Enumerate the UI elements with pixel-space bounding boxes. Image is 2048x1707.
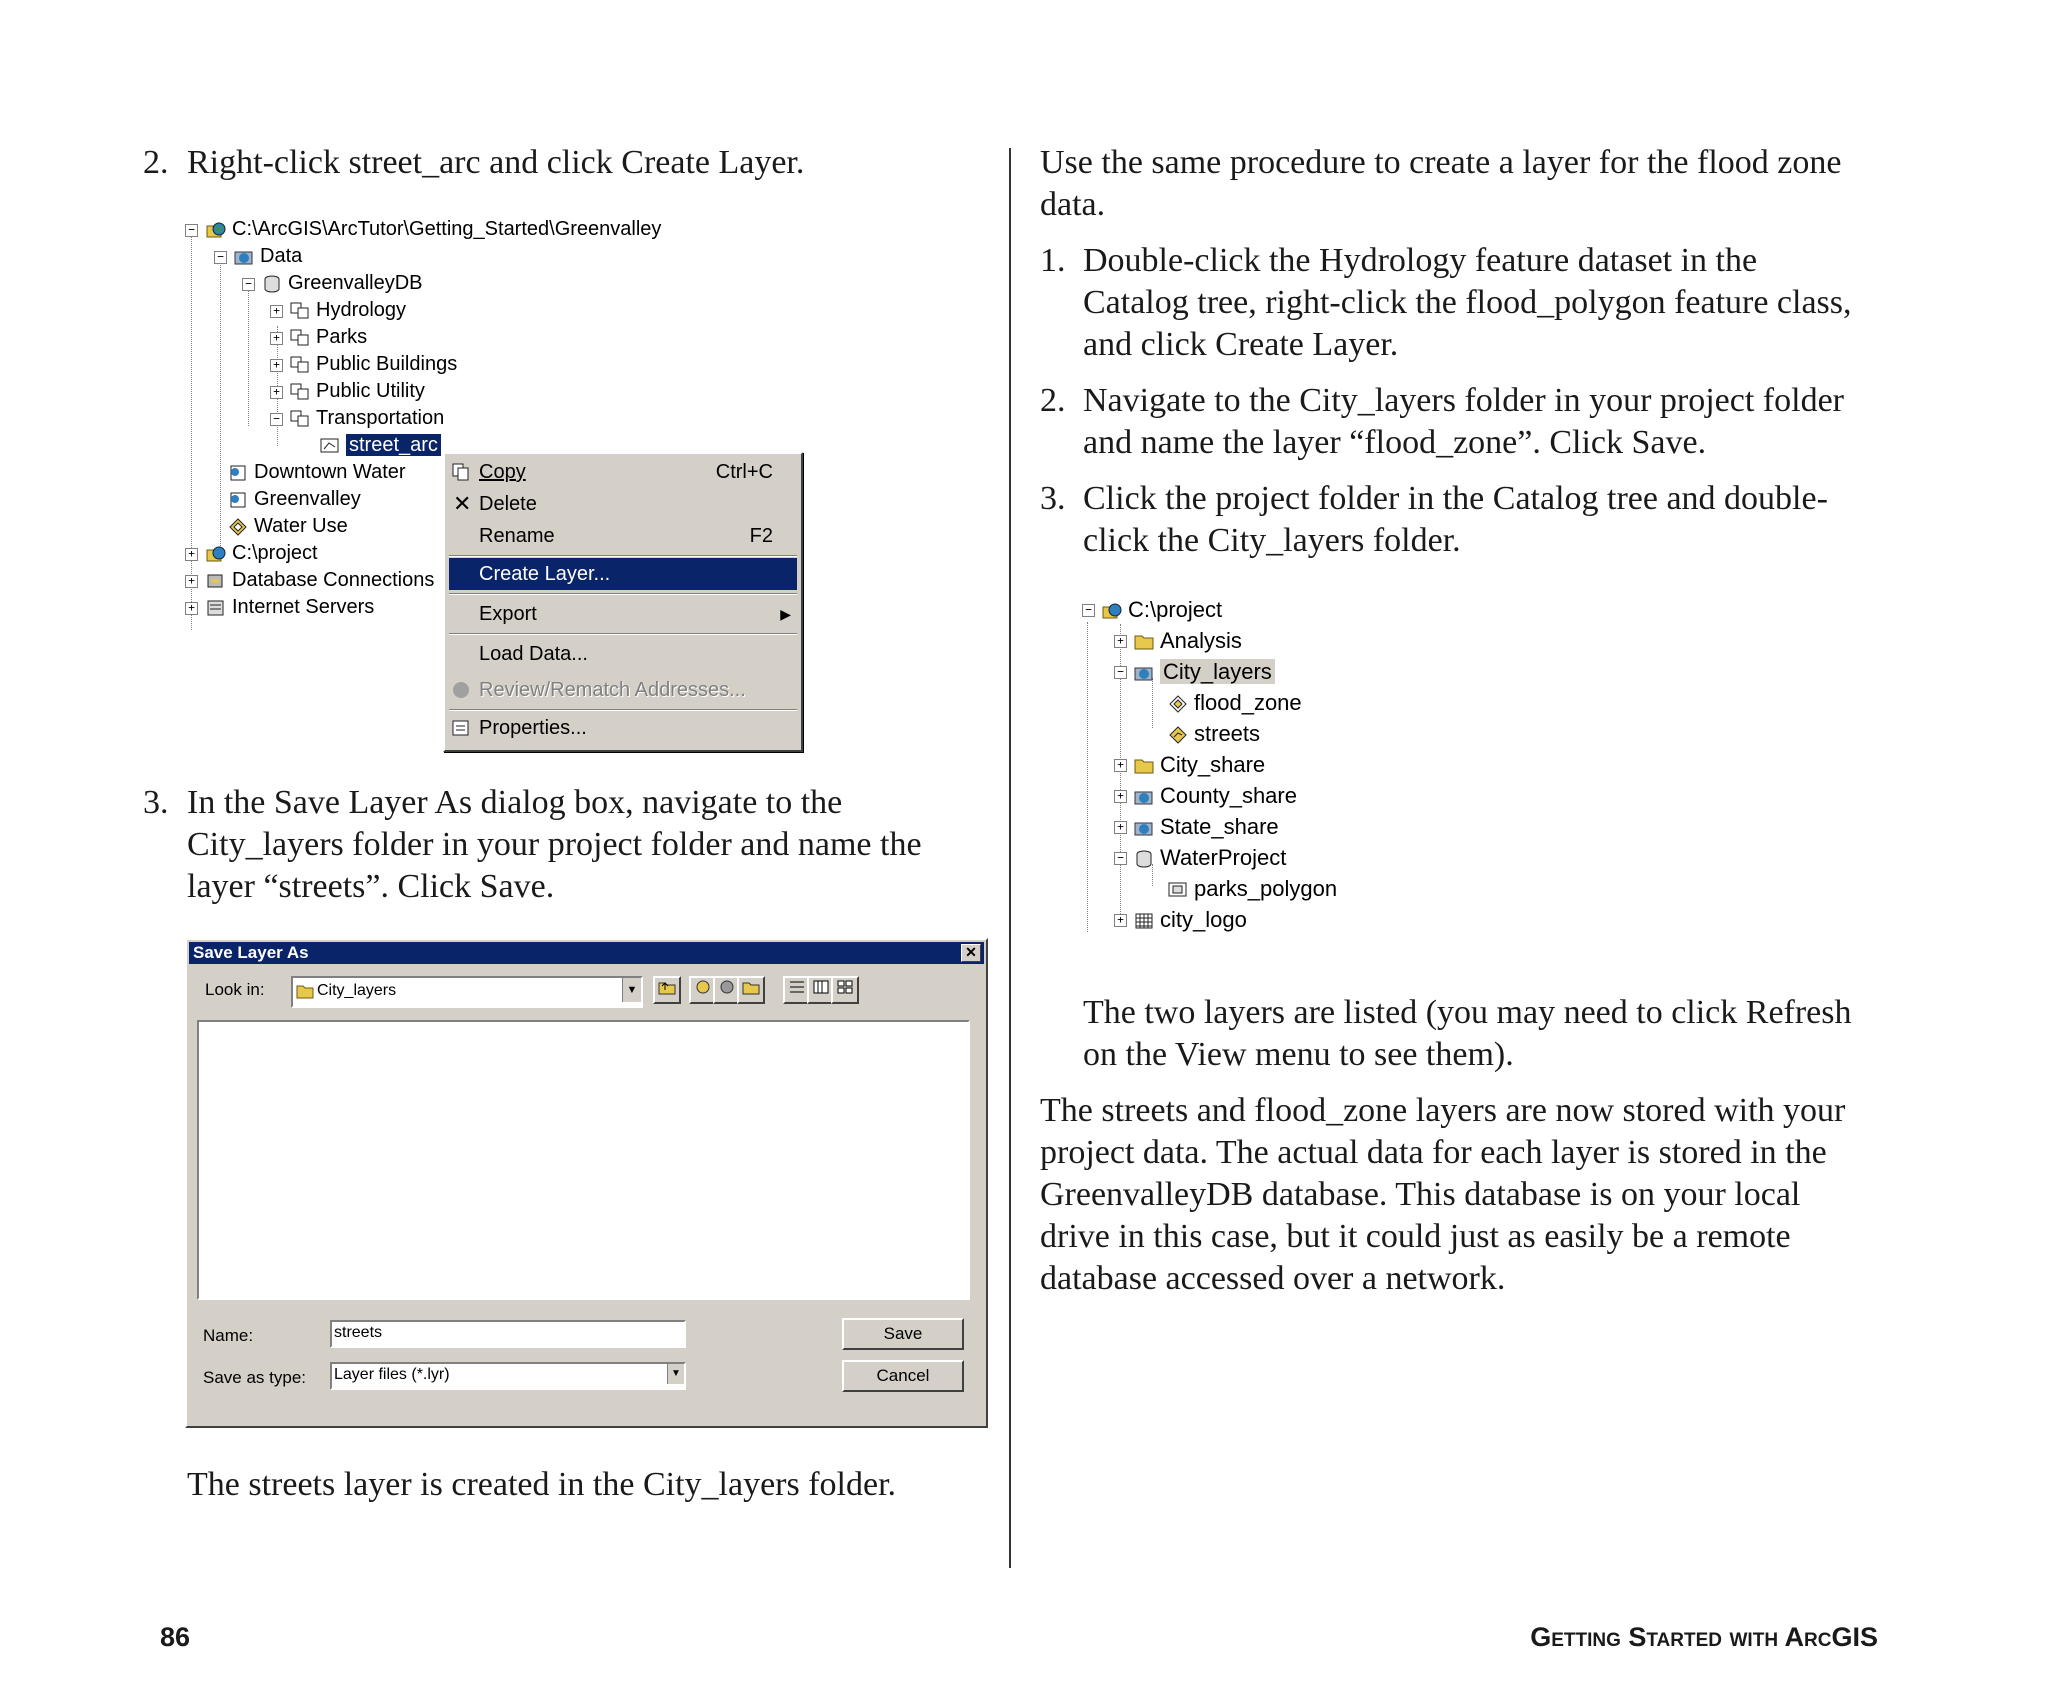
save-layer-as-dialog <box>185 938 988 1428</box>
tree-label: Parks <box>316 326 368 348</box>
menu-separator <box>449 593 797 595</box>
globe-folder-icon <box>206 221 226 239</box>
right-step-3 <box>1040 478 2000 568</box>
copy-icon <box>451 462 471 482</box>
expand-icon[interactable]: + <box>270 305 283 318</box>
tree-label: city_logo <box>1160 907 1247 932</box>
collapse-icon[interactable]: − <box>1082 604 1095 617</box>
file-list-area[interactable] <box>197 1020 970 1300</box>
menu-label: Review/Rematch Addresses... <box>479 679 746 701</box>
tree-label: flood_zone <box>1194 690 1302 715</box>
expand-icon[interactable]: + <box>185 548 198 561</box>
layer-file-icon <box>228 518 248 536</box>
folder-icon <box>1134 757 1154 775</box>
catalog-tree-right <box>1078 594 1478 938</box>
left-step-3 <box>143 782 1003 912</box>
tree-label: Hydrology <box>316 299 407 321</box>
expand-icon[interactable]: + <box>1114 635 1127 648</box>
step-line: In the Save Layer As dialog box, navigate to the <box>187 784 843 821</box>
tree-label: Public Utility <box>316 380 425 402</box>
step-line: Navigate to the City_layers folder in your project folder <box>1083 382 1844 419</box>
expand-icon[interactable]: + <box>1114 914 1127 927</box>
menu-label: Rename <box>479 525 555 547</box>
disconnect-icon <box>717 978 737 996</box>
submenu-arrow-icon: ▶ <box>780 606 791 622</box>
tree-label: Water Use <box>254 515 348 537</box>
tree-item-flood-zone[interactable] <box>1168 687 1302 718</box>
folder-icon <box>296 983 314 999</box>
save-as-type-label: Save as type: <box>203 1368 307 1387</box>
menu-separator <box>449 555 797 557</box>
map-folder-icon <box>234 248 254 266</box>
feature-dataset-icon <box>290 329 310 347</box>
tree-label: WaterProject <box>1160 845 1287 870</box>
tree-label: County_share <box>1160 783 1297 808</box>
text-line: GreenvalleyDB database. This database is on your local <box>1040 1176 1801 1213</box>
tree-label: Transportation <box>316 407 445 429</box>
right-intro <box>1040 142 2000 226</box>
text-line: on the View menu to see them). <box>1083 1036 1514 1073</box>
raster-icon <box>1134 912 1154 930</box>
look-in-label: Look in: <box>205 980 265 999</box>
feature-dataset-icon <box>290 410 310 428</box>
step-number: 2. <box>1040 382 1066 419</box>
context-menu <box>443 452 803 752</box>
close-button[interactable]: ✕ <box>961 944 981 962</box>
map-document-icon <box>228 491 248 509</box>
database-connection-icon <box>206 572 226 590</box>
menu-label: Properties... <box>479 717 587 739</box>
map-document-icon <box>228 464 248 482</box>
database-icon <box>262 275 282 293</box>
step-line: layer “streets”. Click Save. <box>187 868 555 905</box>
intro-line: data. <box>1040 186 1106 223</box>
step-line: Click the project folder in the Catalog tree and double- <box>1083 480 1828 517</box>
expand-icon[interactable]: + <box>185 602 198 615</box>
menu-item-review-rematch <box>449 674 797 706</box>
thumbnails-view-button[interactable] <box>831 976 859 1004</box>
right-closing-paragraph <box>1040 1090 2000 1300</box>
tree-label: C:\project <box>1128 597 1223 622</box>
menu-label: Delete <box>479 493 537 515</box>
menu-item-create-layer[interactable] <box>449 558 797 590</box>
collapse-icon[interactable]: − <box>270 413 283 426</box>
menu-label: Export <box>479 603 537 625</box>
layer-file-icon <box>1168 695 1188 713</box>
text-line: drive in this case, but it could just as easily be a remote <box>1040 1218 1791 1255</box>
feature-dataset-icon <box>290 383 310 401</box>
tree-item-parks-polygon[interactable] <box>1168 873 1337 904</box>
tree-label: Analysis <box>1160 628 1242 653</box>
step-number: 3. <box>1040 480 1066 517</box>
menu-shortcut: F2 <box>749 525 773 547</box>
look-in-value: City_layers <box>317 982 397 999</box>
dropdown-arrow-icon[interactable]: ▼ <box>667 1364 684 1384</box>
collapse-icon[interactable]: − <box>214 251 227 264</box>
tree-label: streets <box>1194 721 1261 746</box>
tree-label: Greenvalley <box>254 488 361 510</box>
menu-item-rename[interactable] <box>449 520 797 552</box>
menu-separator <box>449 633 797 635</box>
text-line: The streets and flood_zone layers are now stored with your <box>1040 1092 1846 1129</box>
save-button[interactable]: Save <box>842 1318 964 1350</box>
map-folder-icon <box>1134 819 1154 837</box>
tree-label: Internet Servers <box>232 596 375 618</box>
collapse-icon[interactable]: − <box>1114 666 1127 679</box>
tree-item-street-arc[interactable] <box>320 432 441 459</box>
globe-folder-icon <box>1102 602 1122 620</box>
menu-separator <box>449 709 797 711</box>
step-line: City_layers folder in your project folder and name the <box>187 826 922 863</box>
map-folder-icon <box>1134 788 1154 806</box>
cancel-button[interactable]: Cancel <box>842 1360 964 1392</box>
tree-item-greenvalley[interactable] <box>228 486 361 513</box>
line-feature-class-icon <box>320 437 340 455</box>
new-folder-button[interactable] <box>737 976 765 1004</box>
expand-icon[interactable]: + <box>1114 790 1127 803</box>
expand-icon[interactable]: + <box>270 359 283 372</box>
expand-icon[interactable]: + <box>270 386 283 399</box>
thumbnails-icon <box>835 978 855 996</box>
tree-label: State_share <box>1160 814 1279 839</box>
step-line: and click Create Layer. <box>1083 326 1399 363</box>
server-icon <box>206 599 226 617</box>
step-line: Catalog tree, right-click the flood_polygon feature class, <box>1083 284 1852 321</box>
text-line: database accessed over a network. <box>1040 1260 1506 1297</box>
book-title: Getting Started with ArcGIS <box>1530 1622 1878 1652</box>
collapse-icon[interactable]: − <box>185 224 198 237</box>
list-icon <box>787 978 807 996</box>
map-folder-icon <box>1134 664 1154 682</box>
delete-icon: ✕ <box>453 491 472 516</box>
save-as-type-value: Layer files (*.lyr) <box>334 1366 450 1383</box>
step-number: 2. <box>143 144 169 181</box>
right-step-2 <box>1040 380 2000 470</box>
right-step-1 <box>1040 240 2000 370</box>
expand-icon[interactable]: + <box>185 575 198 588</box>
feature-dataset-icon <box>290 356 310 374</box>
menu-label: Create Layer... <box>479 563 611 585</box>
expand-icon[interactable]: + <box>1114 759 1127 772</box>
name-value: streets <box>334 1324 383 1341</box>
collapse-icon[interactable]: − <box>1114 852 1127 865</box>
dialog-titlebar <box>189 942 984 964</box>
feature-dataset-icon <box>290 302 310 320</box>
tree-item-downtown-water[interactable] <box>228 459 406 486</box>
save-as-type-dropdown[interactable] <box>330 1362 686 1390</box>
tree-label: C:\project <box>232 542 318 564</box>
tree-label: Database Connections <box>232 569 435 591</box>
tree-label: City_share <box>1160 752 1266 777</box>
menu-item-properties[interactable] <box>449 712 797 744</box>
text-line: project data. The actual data for each layer is stored in the <box>1040 1134 1827 1171</box>
geocode-icon <box>451 680 473 700</box>
look-in-dropdown[interactable] <box>291 976 643 1008</box>
step-number: 3. <box>143 784 169 821</box>
tree-label-selected: street_arc <box>346 434 441 456</box>
menu-item-delete[interactable] <box>449 488 797 520</box>
step-number: 1. <box>1040 242 1066 279</box>
database-icon <box>1134 850 1154 868</box>
tree-item-water-use[interactable] <box>228 513 348 540</box>
step-line: click the City_layers folder. <box>1083 522 1461 559</box>
tree-label: parks_polygon <box>1194 876 1338 901</box>
step-text: Right-click street_arc and click Create Layer. <box>187 144 805 181</box>
up-one-level-button[interactable] <box>653 976 681 1004</box>
menu-shortcut: Ctrl+C <box>715 461 773 483</box>
step-line: Double-click the Hydrology feature dataset in the <box>1083 242 1758 279</box>
dropdown-arrow-icon[interactable]: ▼ <box>622 978 641 1002</box>
left-result-text: The streets layer is created in the City_layers folder. <box>187 1466 897 1503</box>
expand-icon[interactable]: + <box>1114 821 1127 834</box>
polygon-feature-class-icon <box>1168 881 1188 899</box>
up-folder-icon <box>657 978 677 996</box>
tree-item-streets[interactable] <box>1168 718 1260 749</box>
tree-label: C:\ArcGIS\ArcTutor\Getting_Started\Greenvalley <box>232 218 662 240</box>
properties-icon <box>451 718 471 738</box>
page-number: 86 <box>160 1622 191 1652</box>
menu-label: Load Data... <box>479 643 588 665</box>
name-label: Name: <box>203 1326 254 1345</box>
text-line: The two layers are listed (you may need to click Refresh <box>1083 994 1852 1031</box>
menu-item-export[interactable] <box>449 598 797 630</box>
step-line: and name the layer “flood_zone”. Click Save. <box>1083 424 1707 461</box>
menu-item-load-data[interactable] <box>449 638 797 670</box>
tree-label-highlighted: City_layers <box>1160 659 1275 684</box>
tree-label: Public Buildings <box>316 353 458 375</box>
right-listed-text <box>1083 992 2003 1076</box>
new-folder-icon <box>741 978 761 996</box>
folder-icon <box>1134 633 1154 651</box>
layer-file-icon <box>1168 726 1188 744</box>
intro-line: Use the same procedure to create a layer for the flood zone <box>1040 144 1842 181</box>
column-divider <box>1009 148 1011 1568</box>
expand-icon[interactable]: + <box>270 332 283 345</box>
dialog-title: Save Layer As <box>193 943 309 962</box>
details-icon <box>811 978 831 996</box>
collapse-icon[interactable]: − <box>242 278 255 291</box>
globe-folder-icon <box>206 545 226 563</box>
tree-label: Data <box>260 245 303 267</box>
name-input[interactable] <box>330 1320 686 1348</box>
menu-label: Copy <box>479 461 526 483</box>
menu-item-copy[interactable] <box>449 456 797 488</box>
tree-label: GreenvalleyDB <box>288 272 423 294</box>
connect-icon <box>693 978 713 996</box>
tree-label: Downtown Water <box>254 461 406 483</box>
